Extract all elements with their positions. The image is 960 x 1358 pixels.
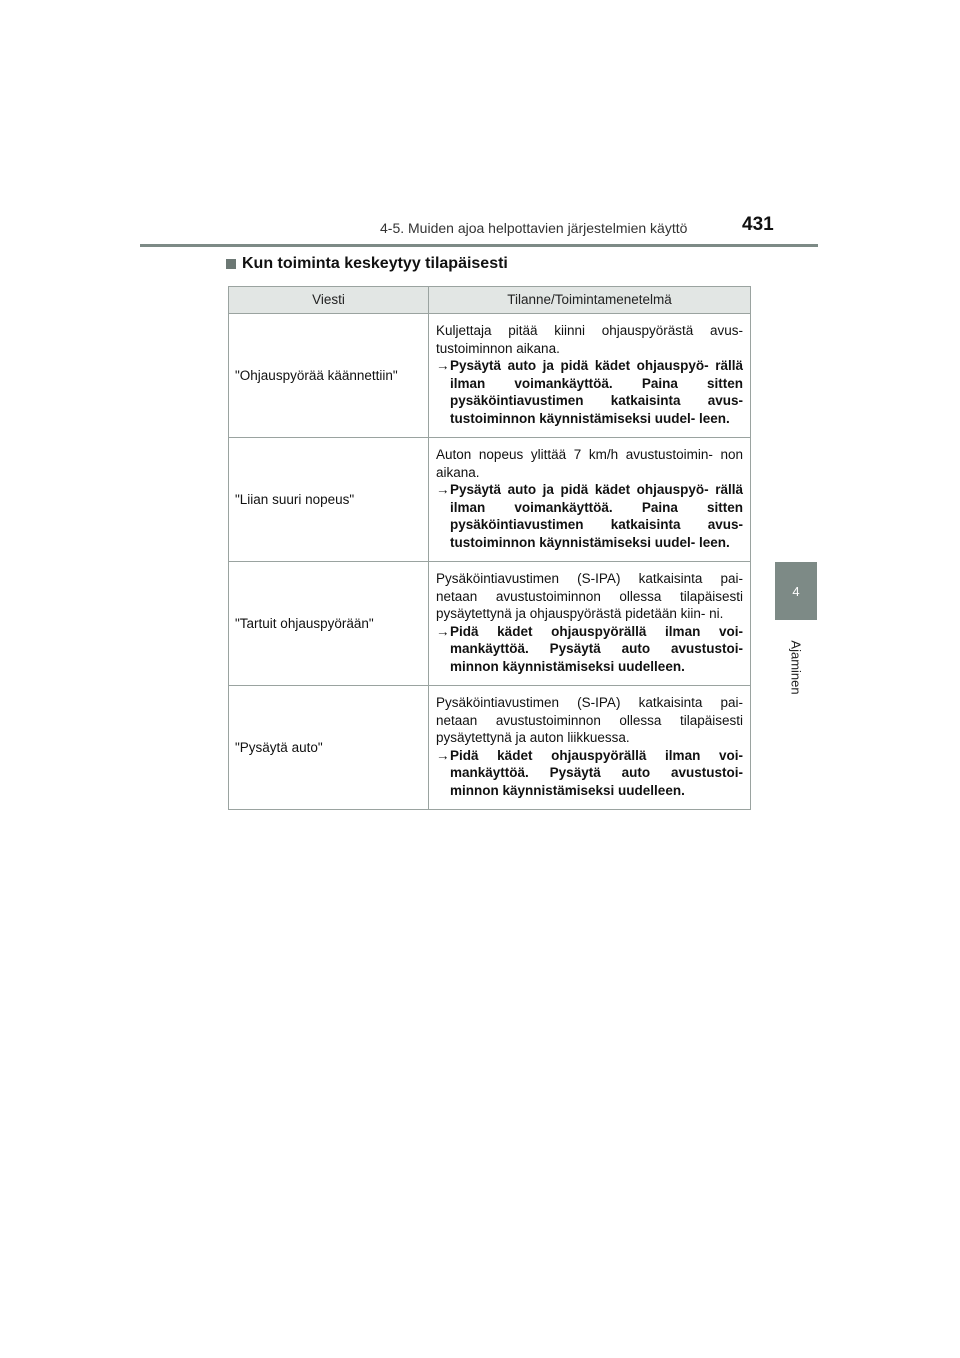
page-number: 431 (742, 214, 774, 235)
situation-cell (429, 562, 751, 686)
table-row (229, 686, 751, 810)
running-header: 4-5. Muiden ajoa helpottavien järjestelmien käyttö (380, 220, 688, 236)
situation-cell (429, 686, 751, 810)
chapter-number: 4 (792, 583, 800, 599)
column-header-message: Viesti (229, 287, 429, 314)
section-title-text: Kun toiminta keskeytyy tilapäisesti (242, 255, 508, 272)
action-step (436, 357, 743, 427)
table-row (229, 438, 751, 562)
message-cell: "Pysäytä auto" (229, 686, 429, 810)
arrow-right-icon: → (436, 623, 450, 639)
chapter-label: Ajaminen (788, 640, 804, 695)
situation-cell (429, 314, 751, 438)
header-divider (140, 244, 818, 247)
message-cell: "Liian suuri nopeus" (229, 438, 429, 562)
arrow-right-icon: → (436, 358, 450, 373)
message-table (228, 286, 751, 810)
message-cell: "Tartuit ohjauspyörään" (229, 562, 429, 686)
table-row (229, 562, 751, 686)
section-heading (226, 255, 508, 273)
situation-text: Pysäköintiavustimen (S-IPA) katkaisinta pai- netaan avustustoiminnon ollessa tilapäisesti pysäytettynä ja ohjauspyörästä pidetään kiin- ni. (436, 571, 743, 621)
situation-cell (429, 438, 751, 562)
arrow-right-icon: → (436, 482, 450, 497)
action-text: Pidä kädet ohjauspyörällä ilman voi- mankäyttöä. Pysäytä auto avustustoi- minnon käynnistämiseksi uudelleen. (450, 747, 743, 798)
situation-text: Kuljettaja pitää kiinni ohjauspyörästä avus- tustoiminnon aikana. (436, 323, 743, 356)
situation-text: Auton nopeus ylittää 7 km/h avustustoimin- non aikana. (436, 447, 743, 480)
table-header-row (229, 287, 751, 314)
action-text: Pysäytä auto ja pidä kädet ohjauspyö- rällä ilman voimankäyttöä. Paina sitten pysäköintiavustimen katkaisinta avus- tustoiminnon käynnistämiseksi uudel- leen. (450, 482, 743, 550)
column-header-situation: Tilanne/Toimintamenetelmä (429, 287, 751, 314)
square-icon (226, 259, 236, 269)
action-step (436, 747, 743, 800)
situation-text: Pysäköintiavustimen (S-IPA) katkaisinta pai- netaan avustustoiminnon ollessa tilapäisesti pysäytettynä ja auton liikkuessa. (436, 695, 743, 745)
chapter-tab (775, 562, 817, 620)
action-text: Pysäytä auto ja pidä kädet ohjauspyö- rällä ilman voimankäyttöä. Paina sitten pysäköintiavustimen katkaisinta avus- tustoiminnon käynnistämiseksi uudel- leen. (450, 358, 743, 426)
action-text: Pidä kädet ohjauspyörällä ilman voi- mankäyttöä. Pysäytä auto avustustoi- minnon käynnistämiseksi uudelleen. (450, 623, 743, 674)
message-cell: "Ohjauspyörää käännettiin" (229, 314, 429, 438)
arrow-right-icon: → (436, 747, 450, 763)
action-step (436, 481, 743, 551)
action-step (436, 623, 743, 676)
table-row (229, 314, 751, 438)
